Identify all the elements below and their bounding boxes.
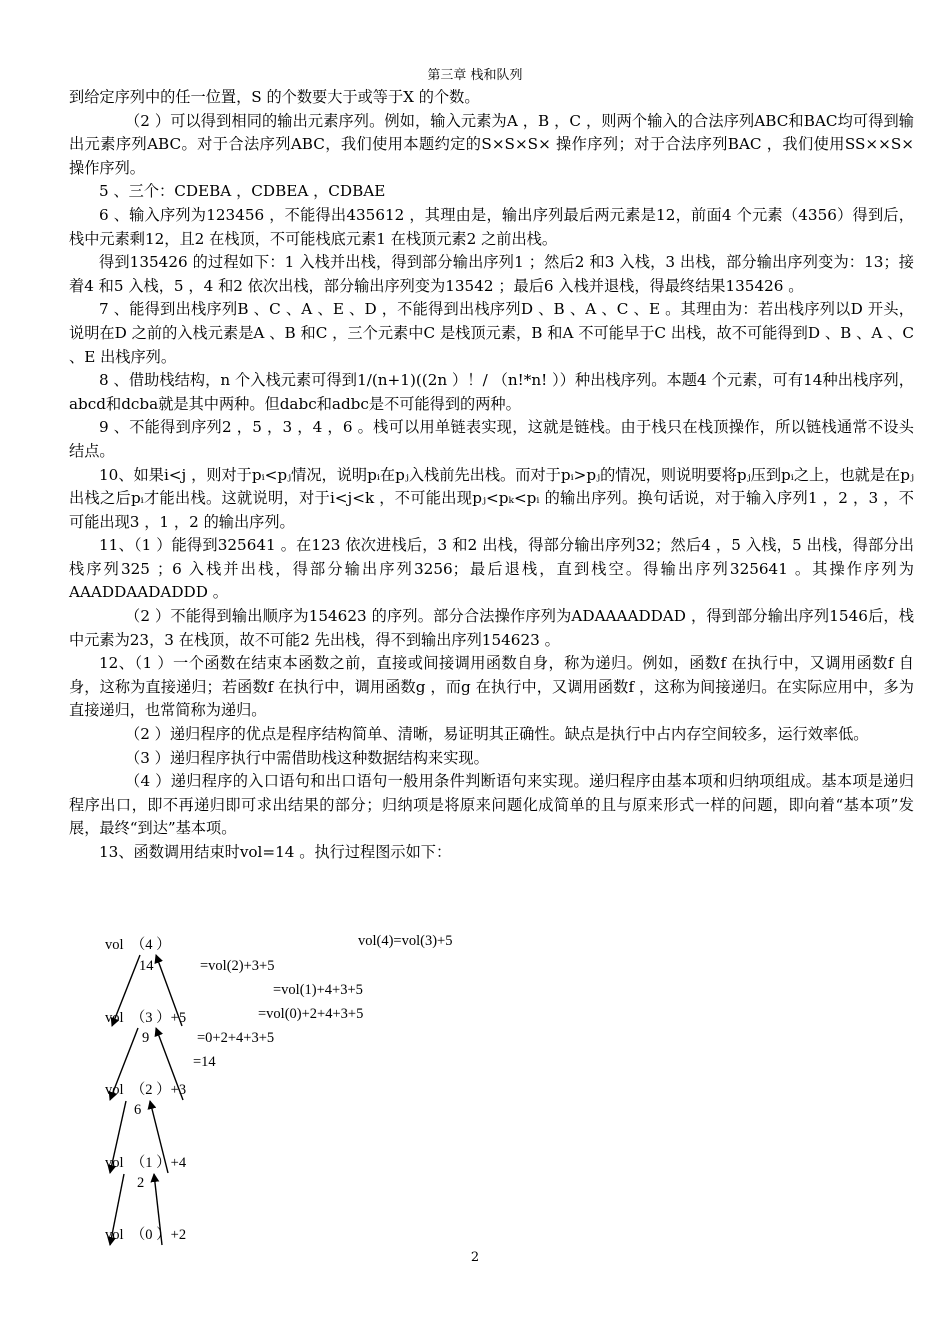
call-label: vol （4 ） xyxy=(105,937,171,953)
call-label: vol （0 ）+2 xyxy=(105,1227,187,1243)
equation-line: vol(4)=vol(3)+5 xyxy=(358,933,453,949)
paragraph: （2 ）不能得到输出顺序为154623 的序列。部分合法操作序列为ADAAAADDAD ，得到部分输出序列1546后，栈中元素为23，3 在栈顶，故不可能2 先出栈，得不到输出序列154623 。 xyxy=(69,607,914,649)
paragraph: （4 ）递归程序的入口语句和出口语句一般用条件判断语句来实现。递归程序由基本项和归纳项组成。基本项是递归程序出口，即不再递归即可求出结果的部分；归纳项是将原来问题化成简单的且与原来形式一样的问题，即向着“基本项”发展，最终“到达”基本项。 xyxy=(69,772,914,838)
paragraph: 9 、不能得到序列2 ，5 ，3 ，4 ，6 。栈可以用单链表实现，这就是链栈。由于栈只在栈顶操作，所以链栈通常不设头结点。 xyxy=(69,418,914,460)
equation-line: =vol(0)+2+4+3+5 xyxy=(258,1006,364,1022)
equation-line: =14 xyxy=(193,1054,216,1070)
paragraph: 8 、借助栈结构，n 个入栈元素可得到1/(n+1)((2n ）！/ （n!*n! ））种出栈序列。本题4 个元素，可有14种出栈序列，abcd和dcba就是其中两种。但dabc和adbc是不可能得到的两种。 xyxy=(69,371,914,413)
call-label: vol （1 ）+4 xyxy=(105,1155,187,1171)
equation-line: =vol(2)+3+5 xyxy=(200,958,275,974)
paragraph: 12、（1 ）一个函数在结束本函数之前，直接或间接调用函数自身，称为递归。例如，函数f 在执行中，又调用函数f 自身，这称为直接递归；若函数f 在执行中，调用函数g ，而g 在执行中，又调用函数f ，这称为间接递归。在实际应用中，多为直接递归，也常简称为递归。 xyxy=(69,654,914,720)
return-value: 2 xyxy=(137,1175,145,1191)
call-label: vol （3 ）+5 xyxy=(105,1010,187,1026)
paragraph: （2 ）可以得到相同的输出元素序列。例如，输入元素为A ，B ，C ，则两个输入的合法序列ABC和BAC均可得到输出元素序列ABC。对于合法序列ABC，我们使用本题约定的S×S×S× 操作序列；对于合法序列BAC ，我们使用SS××S× 操作序列。 xyxy=(69,111,914,177)
paragraph: （2 ）递归程序的优点是程序结构简单、清晰，易证明其正确性。缺点是执行中占内存空间较多，运行效率低。 xyxy=(125,725,869,744)
return-value: 6 xyxy=(134,1102,142,1118)
call-label: vol （2 ）+3 xyxy=(105,1082,187,1098)
paragraph: 11、（1 ）能得到325641 。在123 依次进栈后，3 和2 出栈，得部分输出序列32；然后4 ，5 入栈，5 出栈，得部分出栈序列325 ；6 入栈并出栈，得部分输出序列3256；最后退栈，直到栈空。得输出序列325641 。其操作序列为AAADDAADADDD 。 xyxy=(69,536,914,602)
paragraph: 到给定序列中的任一位置，S 的个数要大于或等于X 的个数。 xyxy=(69,88,480,106)
paragraph: 10、如果i<j ，则对于pᵢ<pⱼ情况，说明pᵢ在pⱼ入栈前先出栈。而对于pᵢ>pⱼ的情况，则说明要将pⱼ压到pᵢ之上，也就是在pⱼ出栈之后pᵢ才能出栈。这就说明，对于i<j<k ，不可能出现pⱼ<pₖ<pᵢ 的输出序列。换句话说，对于输入序列1 ，2 ，3 ，不可能出现3 ，1 ，2 的输出序列。 xyxy=(69,465,914,531)
paragraph: （3 ）递归程序执行中需借助栈这种数据结构来实现。 xyxy=(125,748,489,767)
paragraph: 13、函数调用结束时vol=14 。执行过程图示如下： xyxy=(99,843,452,861)
paragraph: 7 、能得到出栈序列B 、C 、A 、E 、D ，不能得到出栈序列D 、B 、A 、C 、E 。其理由为：若出栈序列以D 开头，说明在D 之前的入栈元素是A 、B 和C ，三个元素中C 是栈顶元素，B 和A 不可能早于C 出栈，故不可能得到D 、B 、A 、C 、E 出栈序列。 xyxy=(69,300,914,366)
return-value: 9 xyxy=(142,1030,150,1046)
paragraph: 得到135426 的过程如下：1 入栈并出栈，得到部分输出序列1 ；然后2 和3 入栈，3 出栈，部分输出序列变为：13；接着4 和5 入栈，5 ，4 和2 依次出栈，部分输出序列变为13542 ；最后6 入栈并退栈，得最终结果135426 。 xyxy=(69,253,914,295)
return-value: 14 xyxy=(139,958,154,974)
paragraph: 6 、输入序列为123456 ，不能得出435612 ，其理由是，输出序列最后两元素是12，前面4 个元素（4356）得到后，栈中元素剩12，且2 在栈顶，不可能栈底元素1 在栈顶元素2 之前出栈。 xyxy=(69,205,914,248)
equation-line: =0+2+4+3+5 xyxy=(197,1030,275,1046)
page-number: 2 xyxy=(470,1250,480,1265)
paragraph: 5 、三个：CDEBA ，CDBEA ，CDBAE xyxy=(99,182,386,201)
equation-line: =vol(1)+4+3+5 xyxy=(273,982,363,998)
page-header: 第三章 栈和队列 xyxy=(427,68,523,83)
